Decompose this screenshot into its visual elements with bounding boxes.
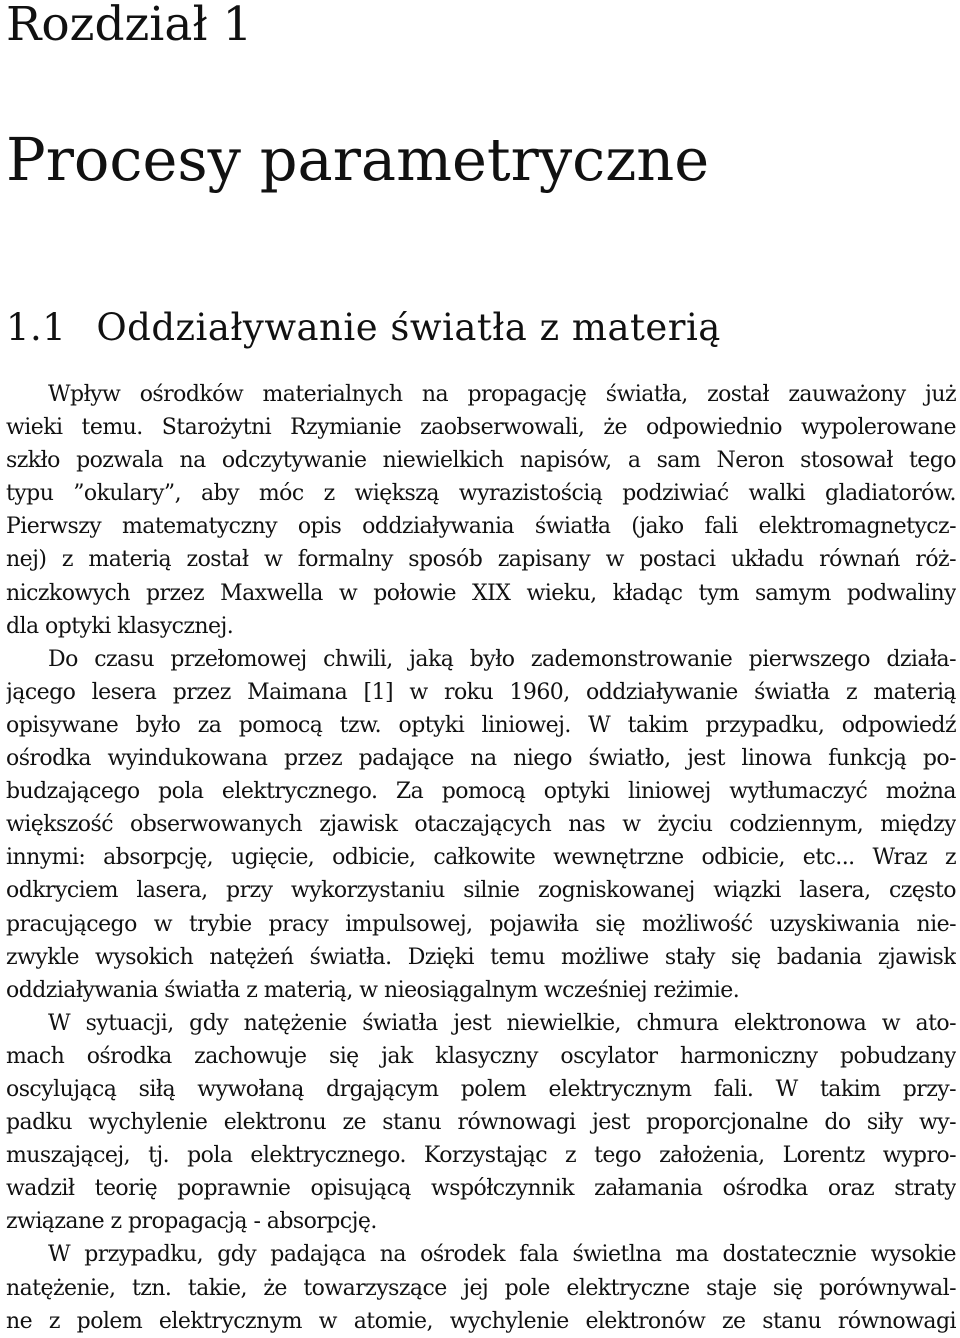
text-line: odkryciem lasera, przy wykorzystaniu silnie zogniskowanej wiązki lasera, często [6, 878, 956, 904]
section-heading [6, 306, 721, 350]
text-line: ośrodka wyindukowana przez padające na niego światło, jest linowa funkcją po- [6, 746, 956, 772]
text-line: nej) z materią został w formalny sposób zapisany w postaci układu równań róż- [6, 547, 956, 573]
text-line: muszającej, tj. pola elektrycznego. Korzystając z tego założenia, Lorentz wypro- [6, 1143, 956, 1169]
text-line: Wpływ ośrodków materialnych na propagację światła, został zauważony już [48, 382, 956, 407]
text-line: związane z propagacją - absorpcję. [6, 1209, 377, 1235]
text-line: opisywane było za pomocą tzw. optyki liniowej. W takim przypadku, odpowiedź [6, 712, 956, 738]
text-line: dla optyki klasycznej. [6, 613, 234, 639]
text-line: mach ośrodka zachowuje się jak klasyczny oscylator harmoniczny pobudzany [6, 1043, 956, 1069]
section-title: Oddziaływanie światła z materią [96, 306, 721, 349]
text-line: typu ”okulary”, aby móc z większą wyrazistością podziwiać walki gladiatorów. [6, 481, 956, 507]
text-line: innymi: absorpcję, ugięcie, odbicie, całkowite wewnętrzne odbicie, etc... Wraz z [6, 845, 956, 871]
body-text [6, 378, 956, 1338]
text-line: oddziaływania światła z materią, w nieosiągalnym wcześniej reżimie. [6, 977, 740, 1003]
text-line: pracującego w trybie pracy impulsowej, pojawiła się możliwość uzyskiwania nie- [6, 911, 956, 937]
text-line: wadził teorię poprawnie opisującą współczynnik załamania ośrodka oraz straty [6, 1176, 956, 1202]
text-line: padku wychylenie elektronu ze stanu równowagi jest proporcjonalne do siły wy- [6, 1110, 956, 1136]
text-line: oscylującą siłą wywołaną drgającym polem elektrycznym fali. W takim przy- [6, 1076, 956, 1102]
text-line: W sytuacji, gdy natężenie światła jest niewielkie, chmura elektronowa w ato- [48, 1010, 956, 1036]
text-line: wieki temu. Starożytni Rzymianie zaobserwowali, że odpowiednio wypolerowane [6, 415, 956, 441]
text-line: budzającego pola elektrycznego. Za pomocą optyki liniowej wytłumaczyć można [6, 779, 956, 805]
text-line: W przypadku, gdy padająca na ośrodek fala świetlna ma dostatecznie wysokie [48, 1242, 956, 1268]
text-line: jącego lesera przez Maimana [1] w roku 1960, oddziaływanie światła z materią [6, 679, 956, 705]
text-line: natężenie, tzn. takie, że towarzyszące jej pole elektryczne staje się porównywal- [6, 1275, 956, 1301]
text-line: zwykle wysokich natężeń światła. Dzięki temu możliwe stały się badania zjawisk [6, 944, 956, 970]
text-line: niczkowych przez Maxwella w połowie XIX wieku, kładąc tym samym podwaliny [6, 580, 956, 606]
text-line: Pierwszy matematyczny opis oddziaływania światła (jako fali elektromagnetycz- [6, 514, 956, 540]
text-line: ne z polem elektrycznym w atomie, wychylenie elektronów ze stanu równowagi [6, 1308, 956, 1334]
chapter-label: Rozdział 1 [6, 0, 253, 52]
chapter-title: Procesy parametryczne [6, 125, 710, 194]
section-number: 1.1 [6, 306, 67, 349]
text-line: Do czasu przełomowej chwili, jaką było zademonstrowanie pierwszego działa- [48, 646, 956, 672]
text-line: większość obserwowanych zjawisk otaczających nas w życiu codziennym, między [6, 812, 956, 838]
text-line: szkło pozwala na odczytywanie niewielkich napisów, a sam Neron stosował tego [6, 448, 956, 474]
